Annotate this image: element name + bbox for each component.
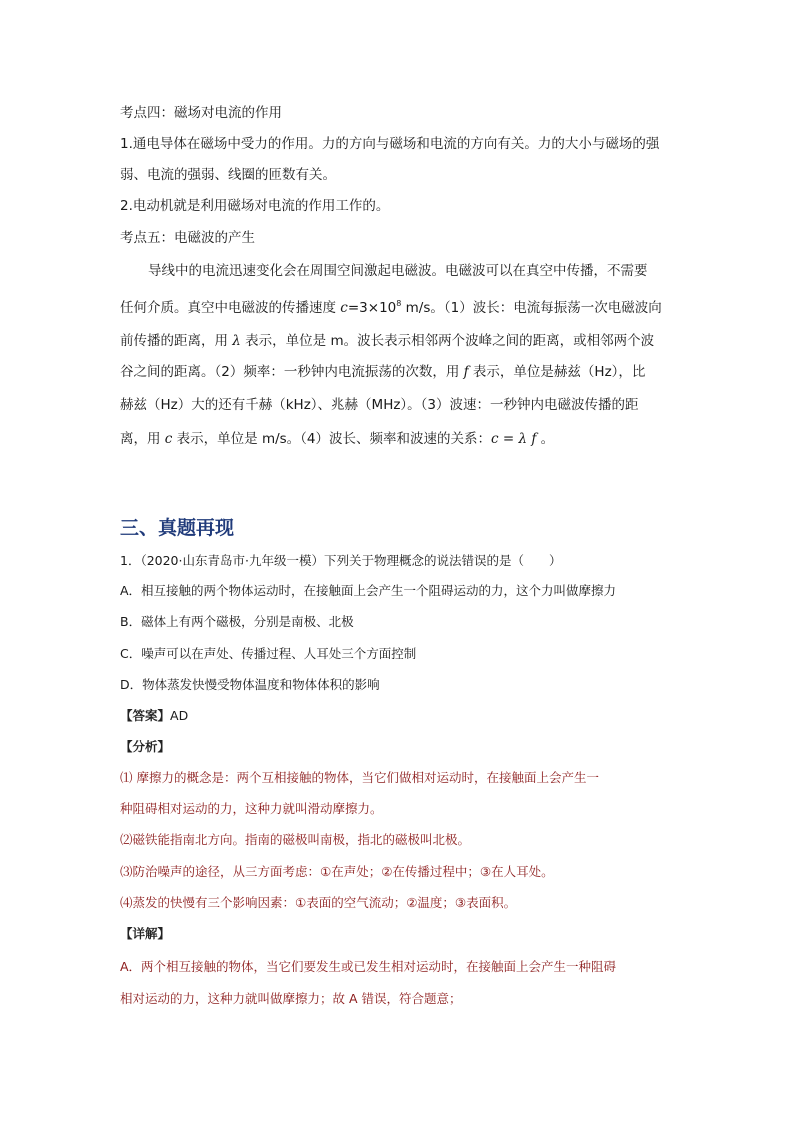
kp5-line4	[120, 363, 645, 381]
analysis-tag-label: 【分析】	[120, 739, 171, 754]
speed-exponent: 8	[396, 299, 402, 308]
lambda-symbol: λ	[232, 333, 241, 349]
kp5-line5: 赫兹（Hz）大的还有千赫（kHz）、兆赫（MHz）。（3）波速：一秒钟内电磁波传播的距	[120, 397, 639, 413]
detail-line1: A．两个相互接触的物体，当它们要发生或已发生相对运动时，在接触面上会产生一种阻碍	[120, 959, 617, 974]
analysis-item-3: ⑶防治噪声的途径，从三方面考虑：①在声处；②在传播过程中；③在人耳处。	[120, 864, 554, 879]
answer-tag: 【答案】	[120, 708, 171, 723]
kp5-line3-text-b: 表示，单位是 m。波长表示相邻两个波峰之间的距离，或相邻两个波	[240, 333, 655, 349]
detail-line2: 相对运动的力，这种力就叫做摩擦力；故 A 错误，符合题意；	[120, 991, 462, 1006]
speed-symbol: c	[340, 300, 348, 316]
kp5-line6-text-c: 。	[536, 431, 555, 447]
kp4-point1-line2: 弱、电流的强弱、线圈的匝数有关。	[120, 167, 336, 183]
answer-value: AD	[170, 708, 189, 723]
section-title: 三、真题再现	[120, 517, 235, 539]
wave-speed-symbol: c	[164, 431, 173, 447]
kp5-line4-text-a: 谷之间的距离。（2）频率：一秒钟内电流振荡的次数，用	[120, 364, 464, 380]
kp5-line6	[120, 430, 554, 448]
kp4-title: 考点四：磁场对电流的作用	[120, 105, 282, 121]
frequency-symbol: f	[463, 364, 469, 380]
kp5-title: 考点五：电磁波的产生	[120, 230, 255, 246]
kp5-line2-text-a: 任何介质。真空中电磁波的传播速度	[120, 300, 341, 316]
question-stem: 1．（2020·山东青岛市·九年级一模）下列关于物理概念的说法错误的是（ ）	[120, 553, 562, 568]
kp4-point2: 2.电动机就是利用磁场对电流的作用工作的。	[120, 198, 390, 214]
option-d: D．物体蒸发快慢受物体温度和物体体积的影响	[120, 677, 380, 692]
answer-line	[120, 707, 188, 725]
kp5-line3-text-a: 前传播的距离，用	[120, 333, 233, 349]
analysis-item-2: ⑵磁铁能指南北方向。指南的磁极叫南极，指北的磁极叫北极。	[120, 832, 471, 847]
kp5-line3	[120, 332, 654, 350]
kp5-line1: 导线中的电流迅速变化会在周围空间激起电磁波。电磁波可以在真空中传播，不需要	[148, 263, 648, 279]
detail-tag	[120, 925, 170, 943]
option-c: C．噪声可以在声处、传播过程、人耳处三个方面控制	[120, 646, 417, 661]
analysis-item-1-line2: 种阻碍相对运动的力，这种力就叫滑动摩擦力。	[120, 801, 383, 816]
kp4-point1-line1: 1.通电导体在磁场中受力的作用。力的方向与磁场和电流的方向有关。力的大小与磁场的强	[120, 136, 660, 152]
kp5-line2	[120, 295, 662, 317]
analysis-tag	[120, 738, 170, 756]
kp5-line2-text-b: m/s。（1）波长：电流每振荡一次电磁波向	[401, 300, 662, 316]
kp5-line6-text-b: 表示，单位是 m/s。（4）波长、频率和波速的关系：	[172, 431, 492, 447]
wave-relation-formula: c = λ f	[491, 431, 537, 447]
analysis-item-4: ⑷蒸发的快慢有三个影响因素：①表面的空气流动；②温度；③表面积。	[120, 895, 517, 910]
detail-tag-label: 【详解】	[120, 926, 171, 941]
kp5-line6-text-a: 离，用	[120, 431, 165, 447]
kp5-line4-text-b: 表示，单位是赫兹（Hz），比	[468, 364, 646, 380]
speed-formula: =3×10	[347, 300, 397, 316]
analysis-item-1-line1: ⑴ 摩擦力的概念是：两个互相接触的物体，当它们做相对运动时，在接触面上会产生一	[120, 770, 599, 785]
option-b: B．磁体上有两个磁极，分别是南极、北极	[120, 614, 354, 629]
option-a: A．相互接触的两个物体运动时，在接触面上会产生一个阻碍运动的力，这个力叫做摩擦力	[120, 583, 617, 598]
